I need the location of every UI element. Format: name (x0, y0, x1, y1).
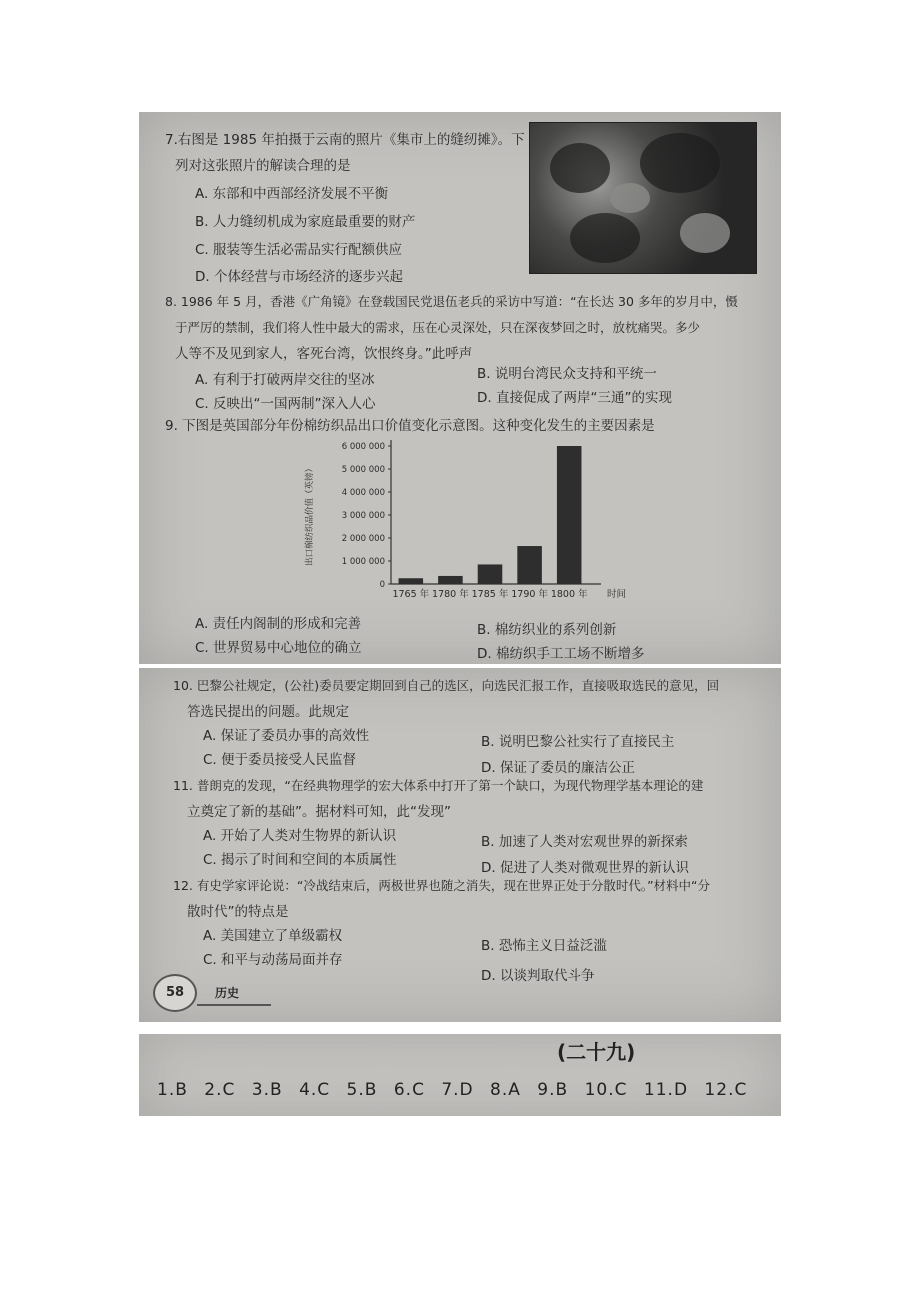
q10-stem-line2: 答选民提出的问题。此规定 (187, 704, 349, 720)
y-tick-label: 3 000 000 (341, 511, 385, 521)
q8-stem-line2: 于严厉的禁制，我们将人性中最大的需求，压在心灵深处，只在深夜梦回之时，放枕痛哭。多少 (175, 320, 701, 335)
q7-stem-line2: 列对这张照片的解读合理的是 (175, 158, 351, 174)
y-tick-label: 0 (379, 580, 385, 590)
q10-stem-line1: 10. 巴黎公社规定，(公社)委员要定期回到自己的选区，向选民汇报工作，直接吸取选民的意见，回 (173, 678, 720, 693)
q9-option-d: D. 棉纺织手工工场不断增多 (477, 646, 645, 662)
subject-label: 历史 (215, 986, 240, 1000)
q8-option-d: D. 直接促成了两岸“三通”的实现 (477, 390, 672, 406)
q7-stem-line1: 7.右图是 1985 年拍摄于云南的照片《集市上的缝纫摊》。下 (165, 132, 525, 148)
q12-option-c: C. 和平与动荡局面并存 (203, 952, 343, 968)
q10-option-a: A. 保证了委员办事的高效性 (203, 728, 370, 744)
q11-option-c: C. 揭示了时间和空间的本质属性 (203, 852, 397, 868)
page-photo-2 (139, 668, 781, 1022)
x-tick-label: 1765 年 (392, 589, 430, 600)
q9-option-b: B. 棉纺织业的系列创新 (477, 622, 617, 638)
x-tick-label: 1790 年 (511, 589, 548, 600)
q12-stem-line2: 散时代”的特点是 (187, 904, 289, 920)
q7-option-b: B. 人力缝纫机成为家庭最重要的财产 (195, 214, 416, 230)
q11-option-a: A. 开始了人类对生物界的新认识 (203, 828, 397, 844)
x-tick-label: 1785 年 (471, 589, 509, 600)
y-tick-label: 2 000 000 (341, 534, 385, 544)
y-tick-label: 1 000 000 (341, 557, 385, 567)
sewing-stall-photo (529, 122, 757, 274)
footer-rule (197, 1004, 271, 1006)
bar-4 (517, 546, 542, 584)
q11-option-d: D. 促进了人类对微观世界的新认识 (481, 860, 689, 876)
cotton-export-bar-chart (299, 432, 629, 617)
answer-key-title: (二十九) (557, 1040, 636, 1064)
q12-option-d: D. 以谈判取代斗争 (481, 968, 595, 984)
y-tick-label: 5 000 000 (341, 465, 385, 475)
x-tick-label: 1780 年 (432, 589, 469, 600)
q12-stem-line1: 12. 有史学家评论说：“冷战结束后，两极世界也随之消失，现在世界正处于分散时代。”材料中“分 (173, 878, 711, 893)
x-axis-label: 时间 (607, 589, 627, 600)
q8-option-a: A. 有利于打破两岸交往的坚冰 (195, 372, 375, 388)
q10-option-d: D. 保证了委员的廉洁公正 (481, 760, 635, 776)
y-axis-label: 出口棉纺织品价值（英镑） (305, 463, 315, 567)
answer-key-photo (139, 1034, 781, 1116)
bar-3 (478, 564, 503, 584)
q8-stem-line3: 人等不及见到家人，客死台湾，饮恨终身。”此呼声 (175, 346, 473, 362)
q10-option-c: C. 便于委员接受人民监督 (203, 752, 357, 768)
y-tick-label: 6 000 000 (341, 442, 385, 452)
bar-5 (557, 446, 582, 584)
answer-key-line: 1.B 2.C 3.B 4.C 5.B 6.C 7.D 8.A 9.B 10.C 11.D 12.C (157, 1080, 748, 1100)
q8-option-c: C. 反映出“一国两制”深入人心 (195, 396, 376, 412)
q8-stem-line1: 8. 1986 年 5 月，香港《广角镜》在登载国民党退伍老兵的采访中写道：“在长达 30 多年的岁月中，慑 (165, 294, 738, 309)
q9-option-a: A. 责任内阁制的形成和完善 (195, 616, 362, 632)
q10-option-b: B. 说明巴黎公社实行了直接民主 (481, 734, 675, 750)
bar-2 (438, 576, 463, 584)
q12-option-b: B. 恐怖主义日益泛滥 (481, 938, 607, 954)
y-tick-label: 4 000 000 (341, 488, 385, 498)
q9-option-c: C. 世界贸易中心地位的确立 (195, 640, 362, 656)
q11-stem-line2: 立奠定了新的基础”。据材料可知，此“发现” (187, 804, 451, 820)
bar-1 (399, 578, 424, 584)
x-tick-label: 1800 年 (550, 589, 588, 600)
q11-option-b: B. 加速了人类对宏观世界的新探索 (481, 834, 688, 850)
page-number-badge: 58 (153, 974, 197, 1012)
q8-option-b: B. 说明台湾民众支持和平统一 (477, 366, 657, 382)
q7-option-a: A. 东部和中西部经济发展不平衡 (195, 186, 389, 202)
q11-stem-line1: 11. 普朗克的发现，“在经典物理学的宏大体系中打开了第一个缺口，为现代物理学基本理论的建 (173, 778, 704, 793)
q7-option-d: D. 个体经营与市场经济的逐步兴起 (195, 269, 403, 285)
q12-option-a: A. 美国建立了单级霸权 (203, 928, 343, 944)
q7-option-c: C. 服装等生活必需品实行配额供应 (195, 242, 403, 258)
page-photo-1 (139, 112, 781, 664)
q9-stem: 9. 下图是英国部分年份棉纺织品出口价值变化示意图。这种变化发生的主要因素是 (165, 418, 655, 434)
